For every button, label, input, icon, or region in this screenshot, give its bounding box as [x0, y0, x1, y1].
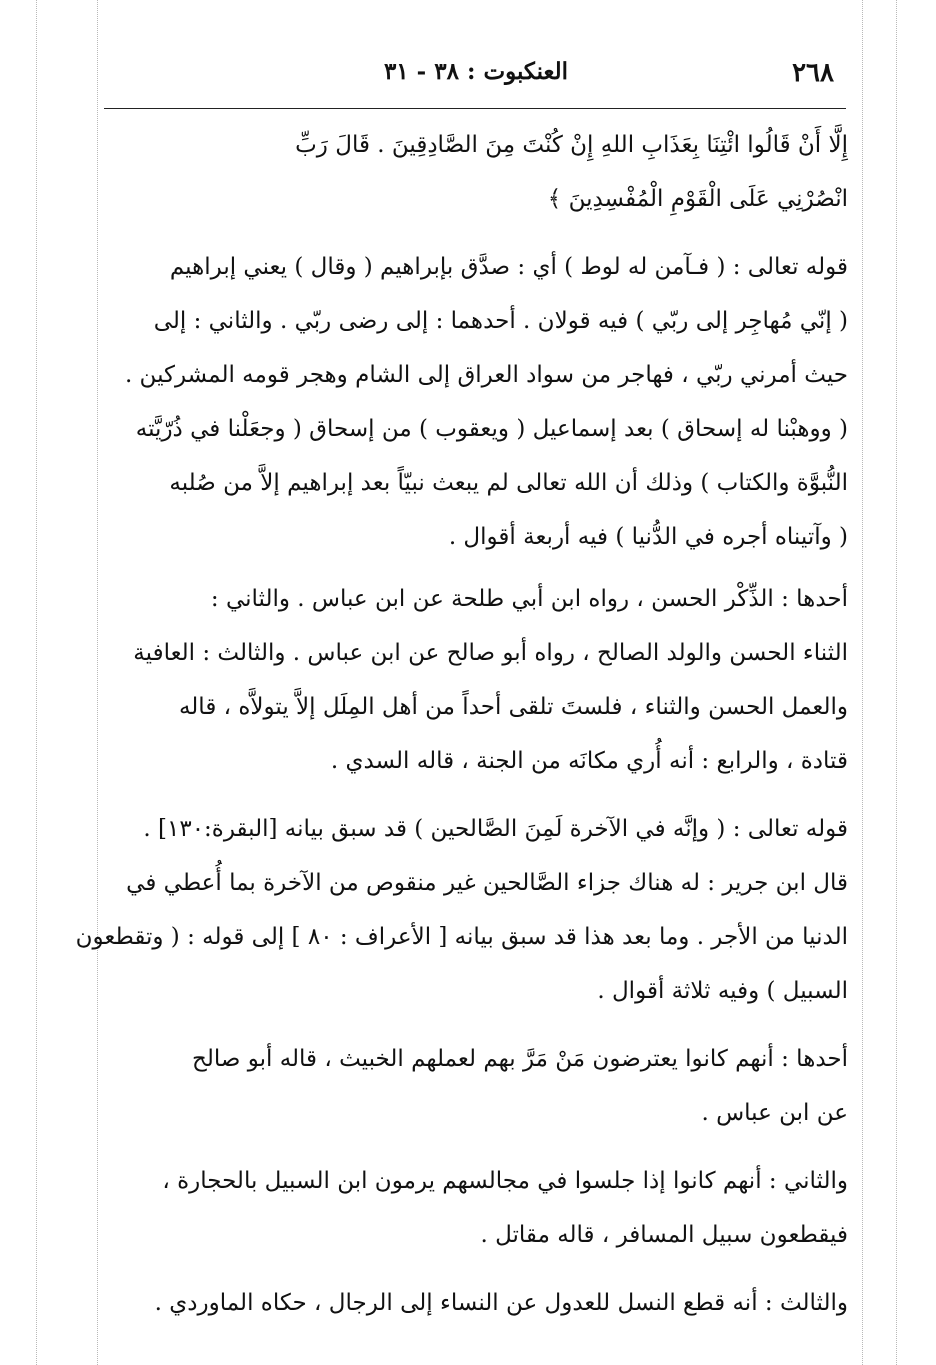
- text-line: ( ووهبْنا له إسحاق ) بعد إسماعيل ( ويعقوب ) من إسحاق ( وجعَلْنا في ذُرّيَّته: [135, 416, 848, 442]
- commentary-paragraph: [108, 1154, 848, 1262]
- text-line: ( إنّي مُهاجِر إلى ربّي ) فيه قولان . أحدهما : إلى رضى ربّي . والثاني : إلى: [153, 308, 848, 334]
- commentary-paragraph: [108, 240, 848, 564]
- text-line: الثناء الحسن والولد الصالح ، رواه أبو صالح عن ابن عباس . والثالث : العافية: [133, 640, 848, 666]
- margin-guide-line: [896, 0, 897, 1365]
- commentary-paragraph: [75, 802, 848, 1018]
- quran-verse-paragraph: [108, 118, 848, 226]
- text-line: فيقطعون سبيل المسافر ، قاله مقاتل .: [480, 1222, 848, 1248]
- text-line: قوله تعالى : ( وإنَّه في الآخرة لَمِنَ الصَّالحين ) قد سبق بيانه [البقرة:١٣٠] .: [143, 816, 848, 842]
- text-line: انْصُرْنِي عَلَى الْقَوْمِ الْمُفْسِدِينَ ﴾: [547, 186, 848, 212]
- page-body: [75, 118, 848, 1344]
- text-line: أحدها : أنهم كانوا يعترضون مَنْ مَرَّ بهم لعملهم الخبيث ، قاله أبو صالح: [192, 1046, 848, 1072]
- text-line: أحدها : الذِّكْر الحسن ، رواه ابن أبي طلحة عن ابن عباس . والثاني :: [210, 586, 848, 612]
- header-divider: [104, 108, 846, 109]
- text-line: النُّبوَّة والكتاب ) وذلك أن الله تعالى لم يبعث نبيّاً بعد إبراهيم إلاَّ من صُلبه: [169, 470, 848, 496]
- text-line: والعمل الحسن والثناء ، فلستَ تلقى أحداً من أهل المِلَل إلاَّ يتولاَّه ، قاله: [178, 694, 848, 720]
- page-header: [100, 54, 852, 98]
- text-line: السبيل ) وفيه ثلاثة أقوال .: [597, 978, 848, 1004]
- text-line: عن ابن عباس .: [701, 1100, 848, 1126]
- margin-guide-line: [97, 0, 98, 1365]
- text-line: والثاني : أنهم كانوا إذا جلسوا في مجالسهم يرمون ابن السبيل بالحجارة ،: [162, 1168, 848, 1194]
- running-title: العنكبوت : ٣٨ - ٣١: [383, 58, 569, 85]
- margin-guide-line: [36, 0, 37, 1365]
- text-line: إِلَّا أَنْ قَالُوا ائْتِنَا بِعَذَابِ اللهِ إِنْ كُنْتَ مِنَ الصَّادِقِينَ . قَالَ رَبِّ: [295, 132, 848, 158]
- page-number: ٢٦٨: [792, 58, 834, 88]
- text-line: والثالث : أنه قطع النسل للعدول عن النساء إلى الرجال ، حكاه الماوردي .: [154, 1290, 848, 1316]
- text-line: ( وآتيناه أجره في الدُّنيا ) فيه أربعة أقوال .: [448, 524, 848, 550]
- margin-guide-line: [862, 0, 863, 1365]
- text-line: قال ابن جرير : له هناك جزاء الصَّالحين غير منقوص من الآخرة بما أُعطي في: [126, 870, 848, 896]
- text-line: قوله تعالى : ( فـآمن له لوط ) أي : صدَّق بإبراهيم ( وقال ) يعني إبراهيم: [169, 254, 848, 280]
- commentary-paragraph: [108, 572, 848, 788]
- text-line: حيث أمرني ربّي ، فهاجر من سواد العراق إلى الشام وهجر قومه المشركين .: [124, 362, 848, 388]
- text-line: الدنيا من الأجر . وما بعد هذا قد سبق بيانه [ الأعراف : ٨٠ ] إلى قوله : ( وتقطعون: [75, 924, 848, 950]
- commentary-paragraph: [108, 1276, 848, 1330]
- text-line: قتادة ، والرابع : أنه أُري مكانَه من الجنة ، قاله السدي .: [330, 748, 848, 774]
- commentary-paragraph: [108, 1032, 848, 1140]
